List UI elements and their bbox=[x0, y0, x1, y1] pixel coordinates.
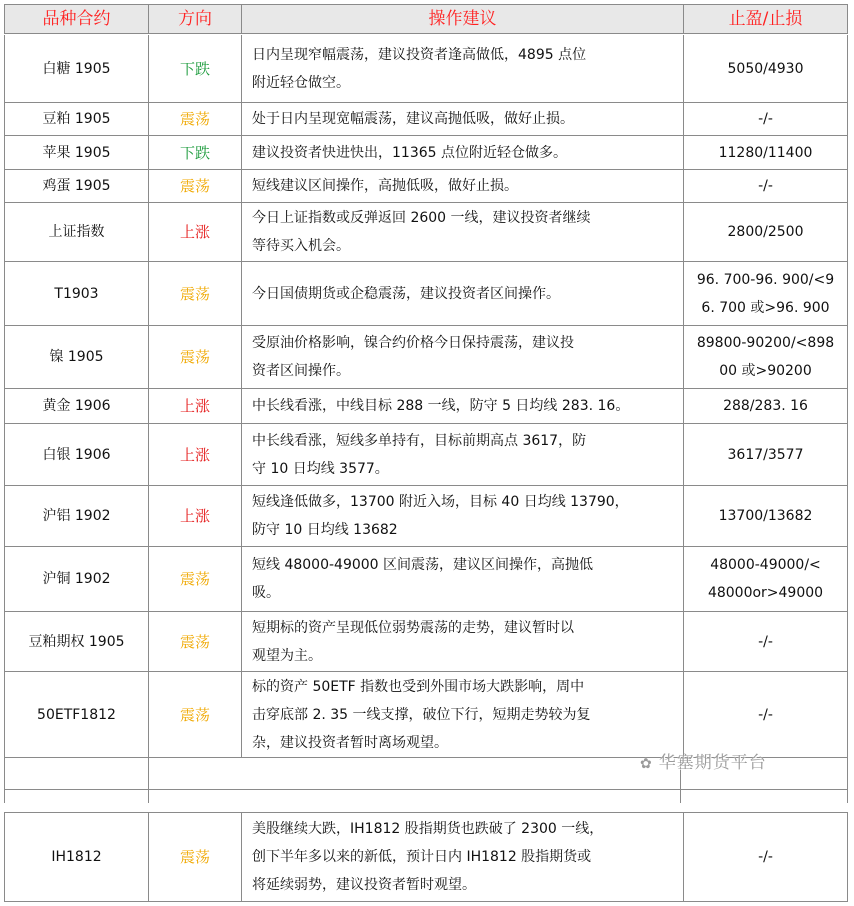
advice-text: 短期标的资产呈现低位弱势震荡的走势，建议暂时以 观望为主。 bbox=[252, 619, 574, 664]
advice-cell bbox=[242, 424, 684, 485]
direction-cell bbox=[149, 136, 242, 169]
direction-text: 上涨 bbox=[179, 397, 210, 415]
table-row bbox=[4, 389, 848, 424]
direction-cell bbox=[149, 424, 242, 485]
advice-text: 短线建议区间操作，高抛低吸，做好止损。 bbox=[252, 178, 518, 194]
table-row bbox=[4, 170, 848, 203]
advice-cell bbox=[242, 35, 684, 102]
contract-text: 鸡蛋 1905 bbox=[42, 178, 111, 194]
contract-text: 黄金 1906 bbox=[42, 398, 111, 414]
advice-cell bbox=[242, 203, 684, 261]
contract-text: 豆粕 1905 bbox=[42, 111, 111, 127]
direction-cell bbox=[149, 103, 242, 135]
direction-cell bbox=[149, 547, 242, 611]
contract-text: 白糖 1905 bbox=[42, 60, 111, 77]
blank-border-right bbox=[847, 758, 848, 803]
target-cell bbox=[684, 326, 848, 388]
advice-cell bbox=[242, 672, 684, 757]
advice-cell bbox=[242, 170, 684, 202]
target-cell bbox=[684, 672, 848, 757]
direction-text: 震荡 bbox=[179, 705, 210, 724]
target-cell bbox=[684, 813, 848, 901]
contract-cell bbox=[4, 262, 149, 325]
advice-text: 标的资产 50ETF 指数也受到外围市场大跌影响，周中 击穿底部 2. 35 一线支撑，破位下行，短期走势较为复 杂，建议投资者暂时离场观望。 bbox=[252, 678, 591, 751]
target-cell bbox=[684, 203, 848, 261]
contract-cell bbox=[4, 136, 149, 169]
blank-divider-1 bbox=[148, 758, 149, 803]
target-cell bbox=[684, 486, 848, 546]
target-text: 11280/11400 bbox=[718, 144, 813, 161]
contract-text: 上证指数 bbox=[48, 224, 105, 240]
contract-cell bbox=[4, 486, 149, 546]
direction-text: 震荡 bbox=[179, 177, 210, 195]
header-direction: 方向 bbox=[149, 5, 242, 33]
table-header-row bbox=[4, 4, 848, 34]
contract-text: 豆粕期权 1905 bbox=[28, 633, 125, 650]
advice-text: 中长线看涨，中线目标 288 一线，防守 5 日均线 283. 16。 bbox=[252, 398, 630, 414]
target-text: 5050/4930 bbox=[727, 60, 804, 77]
advice-cell bbox=[242, 136, 684, 169]
watermark-text: 华塞期货平台 bbox=[658, 753, 767, 773]
target-cell bbox=[684, 424, 848, 485]
direction-text: 下跌 bbox=[179, 59, 210, 78]
target-cell bbox=[684, 170, 848, 202]
target-text: -/- bbox=[758, 633, 773, 650]
header-advice: 操作建议 bbox=[242, 5, 684, 33]
contract-cell bbox=[4, 389, 149, 423]
contract-text: T1903 bbox=[54, 285, 99, 302]
advice-text: 日内呈现窄幅震荡，建议投资者逢高做低，4895 点位 附近轻仓做空。 bbox=[252, 46, 587, 91]
table-row bbox=[4, 486, 848, 547]
direction-cell bbox=[149, 326, 242, 388]
contract-cell bbox=[4, 35, 149, 102]
advice-text: 受原油价格影响，镍合约价格今日保持震荡，建议投 资者区间操作。 bbox=[252, 335, 574, 379]
target-text: 89800-90200/<898 00 或>90200 bbox=[696, 335, 835, 379]
target-text: 2800/2500 bbox=[727, 224, 804, 240]
target-text: 96. 700-96. 900/<9 6. 700 或>96. 900 bbox=[696, 271, 835, 316]
table-row bbox=[4, 136, 848, 170]
direction-text: 震荡 bbox=[179, 570, 210, 588]
direction-text: 震荡 bbox=[179, 110, 210, 128]
table-row bbox=[4, 424, 848, 486]
direction-cell bbox=[149, 672, 242, 757]
advice-cell bbox=[242, 326, 684, 388]
table-row bbox=[4, 35, 848, 103]
target-cell bbox=[684, 136, 848, 169]
direction-cell bbox=[149, 203, 242, 261]
contract-text: 镍 1905 bbox=[49, 349, 104, 365]
contract-text: 50ETF1812 bbox=[37, 706, 116, 723]
advice-cell bbox=[242, 547, 684, 611]
contract-text: 白银 1906 bbox=[42, 446, 111, 463]
direction-cell bbox=[149, 35, 242, 102]
advice-text: 短线 48000-49000 区间震荡，建议区间操作，高抛低 吸。 bbox=[252, 557, 594, 601]
contract-cell bbox=[4, 424, 149, 485]
blank-row-line bbox=[4, 789, 848, 790]
advice-cell bbox=[242, 813, 684, 901]
target-text: -/- bbox=[758, 178, 773, 194]
direction-cell bbox=[149, 170, 242, 202]
direction-text: 下跌 bbox=[179, 143, 210, 162]
target-text: 3617/3577 bbox=[727, 446, 804, 463]
direction-text: 震荡 bbox=[179, 284, 210, 303]
advice-text: 今日国债期货或企稳震荡，建议投资者区间操作。 bbox=[252, 285, 560, 302]
advice-text: 中长线看涨，短线多单持有，目标前期高点 3617，防 守 10 日均线 3577。 bbox=[252, 432, 587, 477]
direction-cell bbox=[149, 389, 242, 423]
advice-text: 美股继续大跌，IH1812 股指期货也跌破了 2300 一线， 创下半年多以来的新低，预计日内 IH1812 股指期货或 将延续弱势，建议投资者暂时观望。 bbox=[252, 821, 604, 893]
direction-text: 上涨 bbox=[179, 223, 210, 241]
table-row bbox=[4, 103, 848, 136]
target-text: 288/283. 16 bbox=[723, 398, 808, 414]
table-row bbox=[4, 812, 848, 902]
watermark bbox=[640, 748, 767, 773]
table-row bbox=[4, 612, 848, 672]
target-cell bbox=[684, 262, 848, 325]
target-text: -/- bbox=[758, 706, 773, 723]
direction-text: 上涨 bbox=[179, 445, 210, 464]
target-text: 48000-49000/< 48000or>49000 bbox=[707, 557, 824, 601]
contract-text: IH1812 bbox=[51, 849, 102, 865]
advice-cell bbox=[242, 103, 684, 135]
contract-cell bbox=[4, 813, 149, 901]
direction-text: 震荡 bbox=[179, 632, 210, 651]
direction-cell bbox=[149, 612, 242, 671]
target-text: -/- bbox=[758, 849, 773, 865]
direction-text: 上涨 bbox=[179, 507, 210, 525]
header-contract: 品种合约 bbox=[4, 5, 149, 33]
table-row bbox=[4, 262, 848, 326]
target-cell bbox=[684, 35, 848, 102]
advice-cell bbox=[242, 262, 684, 325]
advice-text: 建议投资者快进快出，11365 点位附近轻仓做多。 bbox=[252, 144, 567, 161]
contract-text: 苹果 1905 bbox=[42, 144, 111, 161]
contract-cell bbox=[4, 547, 149, 611]
target-cell bbox=[684, 547, 848, 611]
advice-cell bbox=[242, 389, 684, 423]
header-target: 止盈/止损 bbox=[684, 5, 848, 33]
contract-text: 沪铜 1902 bbox=[42, 571, 111, 587]
target-text: 13700/13682 bbox=[718, 508, 813, 524]
contract-cell bbox=[4, 326, 149, 388]
table-row bbox=[4, 547, 848, 612]
blank-border-left bbox=[4, 758, 5, 803]
target-cell bbox=[684, 612, 848, 671]
target-text: -/- bbox=[758, 111, 773, 127]
contract-cell bbox=[4, 612, 149, 671]
contract-cell bbox=[4, 203, 149, 261]
table-row bbox=[4, 203, 848, 262]
target-cell bbox=[684, 389, 848, 423]
direction-text: 震荡 bbox=[179, 348, 210, 366]
contract-cell bbox=[4, 170, 149, 202]
contract-cell bbox=[4, 672, 149, 757]
direction-text: 震荡 bbox=[179, 848, 210, 866]
table-row bbox=[4, 326, 848, 389]
direction-cell bbox=[149, 813, 242, 901]
advice-text: 短线逢低做多，13700 附近入场，目标 40 日均线 13790， 防守 10 日均线 13682 bbox=[252, 494, 629, 538]
direction-cell bbox=[149, 262, 242, 325]
contract-cell bbox=[4, 103, 149, 135]
wechat-icon: ✿ bbox=[640, 756, 653, 772]
advice-text: 处于日内呈现宽幅震荡，建议高抛低吸，做好止损。 bbox=[252, 111, 574, 127]
advice-cell bbox=[242, 486, 684, 546]
direction-cell bbox=[149, 486, 242, 546]
advice-cell bbox=[242, 612, 684, 671]
target-cell bbox=[684, 103, 848, 135]
contract-text: 沪铝 1902 bbox=[42, 508, 111, 524]
advice-text: 今日上证指数或反弹返回 2600 一线，建议投资者继续 等待买入机会。 bbox=[252, 210, 591, 254]
table-row bbox=[4, 672, 848, 758]
